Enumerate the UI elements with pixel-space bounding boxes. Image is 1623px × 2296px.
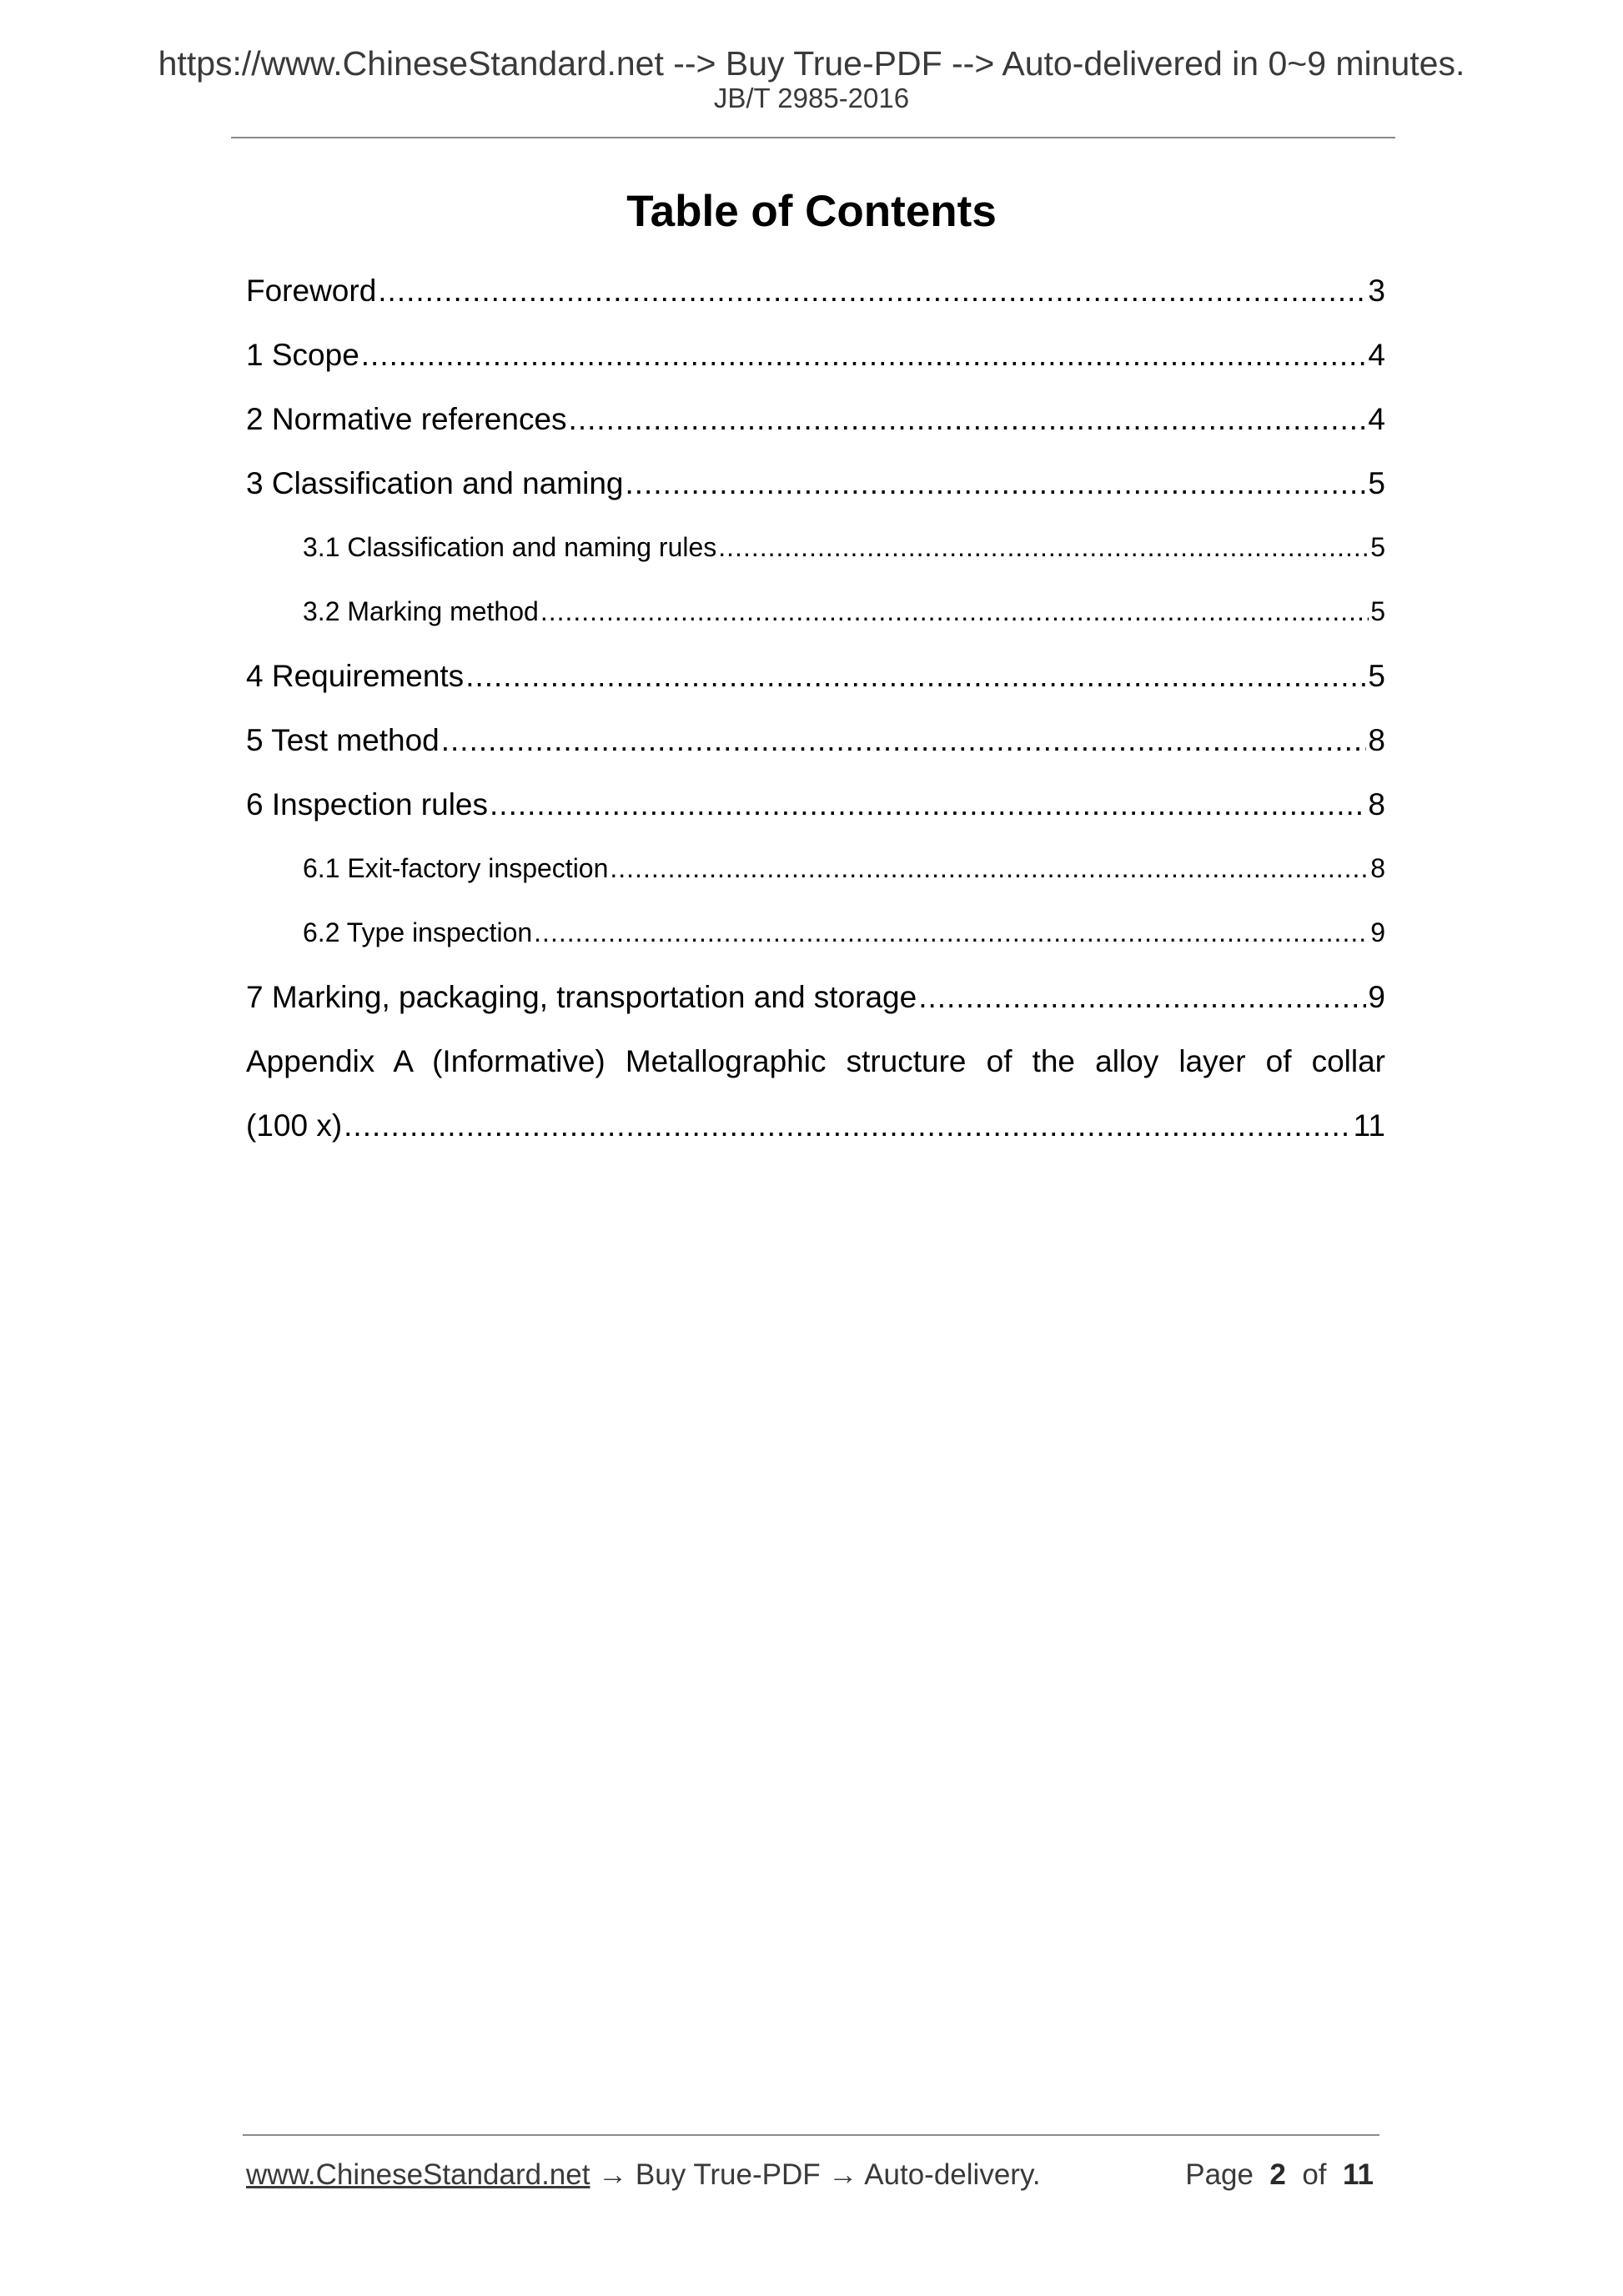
toc-entry-foreword[interactable]: [246, 259, 1385, 323]
page-number: [1185, 2157, 1374, 2193]
toc-title: Table of Contents: [626, 187, 997, 236]
toc-dot-leader: [610, 837, 1369, 901]
footer-buy-text: Buy True-PDF: [635, 2158, 821, 2191]
toc-entry-label: 1 Scope: [246, 338, 359, 372]
page-total: 11: [1343, 2158, 1374, 2191]
toc-entry-appendix-a-continued[interactable]: [246, 1093, 1385, 1158]
page-current: 2: [1269, 2158, 1286, 2191]
page-of-word: of: [1302, 2158, 1327, 2191]
toc-entry-normative-references[interactable]: [246, 387, 1385, 451]
toc-entry-page: 4: [1368, 402, 1385, 436]
toc-entry-label: 7 Marking, packaging, transportation and storage: [246, 980, 917, 1014]
toc-entry-classification-and-naming[interactable]: [246, 451, 1385, 515]
arrow-right-icon: →: [590, 2158, 636, 2191]
toc-entry-page: 8: [1368, 787, 1385, 821]
toc-entry-label: 3.1 Classification and naming rules: [303, 532, 717, 562]
toc-entry-label: (100 x): [246, 1108, 343, 1143]
toc-dot-leader: [534, 901, 1369, 965]
arrow-right-icon: →: [820, 2158, 865, 2191]
toc-entry-classification-rules[interactable]: [246, 515, 1385, 580]
toc-entry-page: 5: [1370, 532, 1385, 562]
toc-entry-scope[interactable]: [246, 323, 1385, 387]
toc-entry-label: 6.2 Type inspection: [303, 917, 533, 947]
toc-entry-page: 3: [1368, 274, 1385, 308]
toc-dot-leader: [625, 451, 1366, 515]
toc-dot-leader: [718, 515, 1369, 580]
toc-entry-page: 5: [1368, 466, 1385, 500]
toc-entry-page: 9: [1370, 917, 1385, 947]
footer-promo: [246, 2157, 1041, 2193]
toc-dot-leader: [490, 772, 1366, 837]
toc-entry-exit-factory-inspection[interactable]: [246, 837, 1385, 901]
page-word: Page: [1185, 2158, 1254, 2191]
toc-dot-leader: [918, 965, 1366, 1029]
toc-entry-page: 8: [1370, 853, 1385, 883]
toc-dot-leader: [540, 580, 1369, 644]
toc-entry-page: 5: [1368, 659, 1385, 693]
toc-dot-leader: [465, 644, 1366, 708]
toc-entry-label: 3 Classification and naming: [246, 466, 624, 500]
toc-entry-label: 3.2 Marking method: [303, 596, 539, 626]
toc-entry-label: Foreword: [246, 274, 377, 308]
toc-list: [246, 259, 1385, 1158]
toc-entry-requirements[interactable]: [246, 644, 1385, 708]
header-divider: [231, 137, 1395, 138]
toc-entry-page: 5: [1370, 596, 1385, 626]
toc-entry-page: 8: [1368, 723, 1385, 757]
footer-site-link[interactable]: www.ChineseStandard.net: [246, 2158, 590, 2191]
toc-entry-appendix-a[interactable]: Appendix A (Informative) Metallographic structure of the alloy layer of collar: [246, 1044, 1385, 1078]
toc-dot-leader: [441, 708, 1367, 772]
header-url-line: https://www.ChineseStandard.net --> Buy True-PDF --> Auto-delivered in 0~9 minutes.: [158, 44, 1465, 83]
toc-entry-label: 2 Normative references: [246, 402, 567, 436]
standard-code: JB/T 2985-2016: [713, 83, 910, 113]
toc-entry-test-method[interactable]: [246, 708, 1385, 772]
toc-entry-label: 4 Requirements: [246, 659, 465, 693]
toc-entry-page: 4: [1368, 338, 1385, 372]
footer-divider: [243, 2134, 1379, 2136]
toc-dot-leader: [344, 1093, 1351, 1158]
footer-delivery-text: Auto-delivery.: [864, 2158, 1041, 2191]
toc-entry-type-inspection[interactable]: [246, 901, 1385, 965]
toc-entry-page: 9: [1368, 980, 1385, 1014]
toc-entry-marking-method[interactable]: [246, 580, 1385, 644]
toc-entry-label: 6 Inspection rules: [246, 787, 489, 821]
toc-entry-label: 5 Test method: [246, 723, 440, 757]
toc-entry-page: 11: [1353, 1108, 1385, 1143]
toc-dot-leader: [569, 387, 1367, 451]
toc-entry-inspection-rules[interactable]: [246, 772, 1385, 837]
toc-dot-leader: [361, 323, 1367, 387]
toc-entry-marking-packaging[interactable]: [246, 965, 1385, 1029]
toc-dot-leader: [378, 259, 1366, 323]
toc-entry-label: 6.1 Exit-factory inspection: [303, 853, 609, 883]
